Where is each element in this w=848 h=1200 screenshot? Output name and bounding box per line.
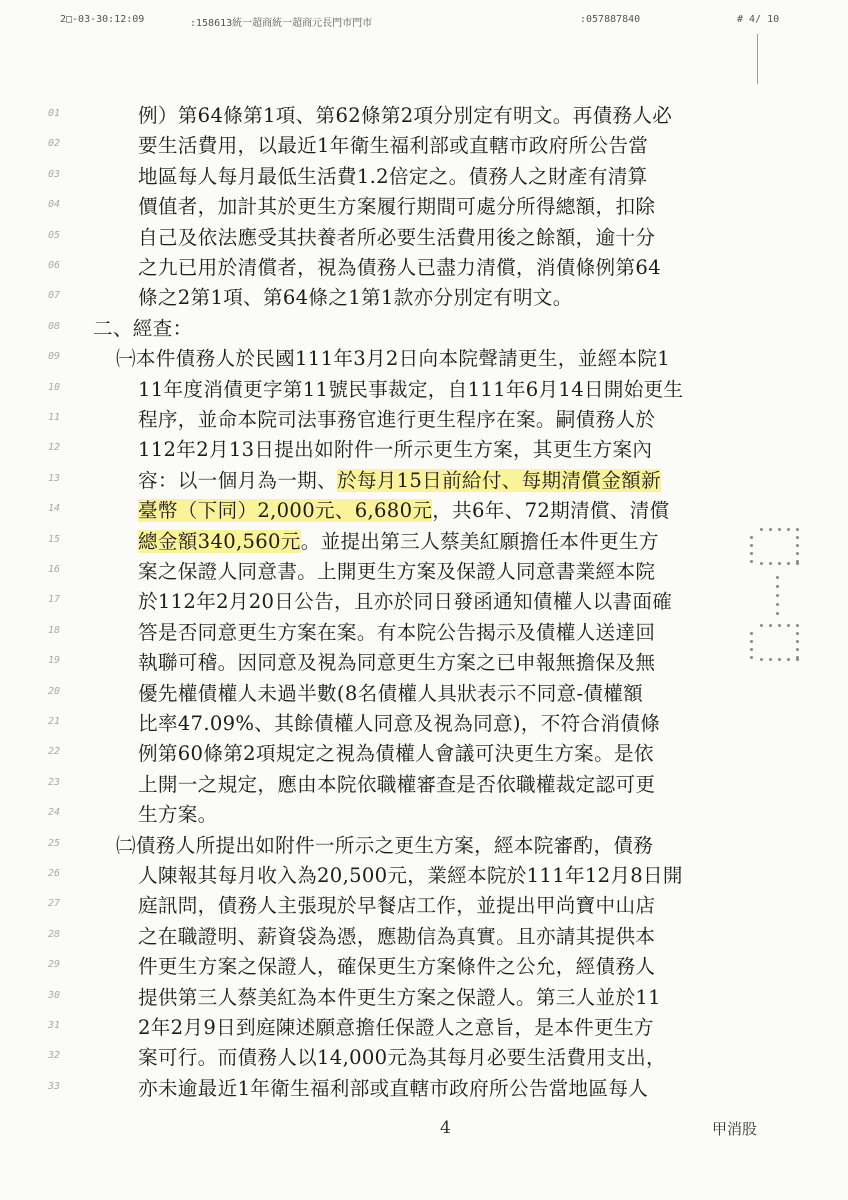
line-number: 32	[48, 1050, 61, 1062]
document-line	[0, 860, 848, 894]
perforation-dot	[760, 562, 763, 565]
document-line	[0, 130, 848, 164]
perforation-dot	[796, 648, 799, 651]
text-segment: 案之保證人同意書。上開更生方案及保證人同意書業經本院	[138, 560, 656, 583]
fax-sender: :158613統一超商統一超商元長門市門市	[190, 18, 373, 29]
highlighted-text: 總金額340,560元	[138, 529, 301, 553]
perforation-dot	[750, 648, 753, 651]
document-line	[0, 617, 848, 651]
document-line	[0, 434, 848, 468]
document-line	[0, 1012, 848, 1046]
perforation-dot	[769, 562, 772, 565]
perforation-dot	[760, 624, 763, 627]
text-segment: 於112年2月20日公告，且亦於同日發函通知債權人以書面確	[138, 590, 673, 614]
line-text	[138, 649, 655, 677]
fax-header	[0, 14, 848, 30]
line-text	[138, 680, 643, 708]
line-number: 12	[48, 442, 61, 454]
perforation-dot	[750, 544, 753, 547]
perforation-dot	[769, 658, 772, 661]
text-segment: 案可行。而債務人以14,000元為其每月必要生活費用支出，	[138, 1046, 666, 1070]
perforation-dot	[776, 603, 779, 606]
document-line	[0, 586, 848, 620]
document-line	[0, 526, 848, 560]
perforation-dot	[769, 624, 772, 627]
line-number: 11	[48, 412, 61, 423]
perforation-dot	[750, 536, 753, 539]
document-line	[0, 982, 848, 1016]
line-text	[138, 132, 648, 160]
line-text	[138, 892, 655, 920]
line-text	[138, 953, 655, 981]
line-text	[138, 801, 218, 829]
document-line	[0, 647, 848, 681]
fax-number: :057887840	[580, 14, 641, 25]
document-line	[0, 951, 848, 985]
highlighted-text: 於每月15日前給付、每期清償金額新	[336, 468, 661, 492]
line-text	[138, 771, 655, 799]
perforation-dot	[778, 658, 781, 661]
line-number: 24	[48, 807, 61, 819]
fax-date-time: 2□-03-30:12:09	[60, 14, 145, 25]
perforation-dot	[760, 658, 763, 661]
line-number: 02	[48, 138, 61, 150]
perforation-dot	[776, 594, 779, 597]
perforation-dot	[769, 528, 772, 531]
line-text	[138, 1075, 648, 1103]
line-number: 15	[48, 533, 61, 545]
perforation-dot	[796, 656, 799, 659]
document-line	[0, 222, 848, 256]
document-line	[0, 252, 848, 286]
perforation-dot	[796, 640, 799, 643]
perforation-dot	[796, 528, 799, 531]
text-segment: 之九已用於清償者，視為債務人已盡力清償，消債條例第64	[138, 256, 661, 279]
scan-artifact-line	[757, 34, 758, 84]
document-line	[0, 799, 848, 833]
line-number: 20	[48, 685, 61, 697]
line-text	[138, 740, 654, 768]
text-segment: 要生活費用，以最近1年衛生福利部或直轄市政府所公告當	[138, 134, 649, 158]
line-text	[138, 862, 683, 890]
line-text	[138, 528, 659, 556]
text-segment: 庭訊問，債務人主張現於早餐店工作，並提出甲尚寶中山店	[138, 894, 656, 918]
line-number: 09	[48, 351, 61, 363]
line-text	[138, 376, 683, 404]
perforation-dot	[778, 562, 781, 565]
line-text	[138, 619, 655, 647]
line-number: 10	[48, 381, 61, 393]
perforation-dot	[760, 528, 763, 531]
line-text	[138, 193, 655, 221]
perforation-dot	[796, 560, 799, 563]
text-segment: 提供第三人蔡美紅為本件更生方案之保證人。第三人並於11	[138, 985, 661, 1009]
text-segment: 條之2第1項、第64條之1第1款亦分別定有明文。	[138, 286, 573, 310]
line-text	[138, 406, 655, 434]
text-segment: 容：以一個月為一期、	[138, 468, 337, 492]
perforation-dot	[776, 612, 779, 615]
text-segment: 亦未逾最近1年衛生福利部或直轄市政府所公告當地區每人	[138, 1076, 649, 1100]
document-line	[0, 404, 848, 438]
perforation-dot	[796, 632, 799, 635]
text-segment: 執聯可稽。因同意及視為同意更生方案之已申報無擔保及無	[138, 651, 656, 675]
highlighted-text: 臺幣（下同）2,000元、6,680元	[138, 499, 433, 523]
line-number: 23	[48, 776, 61, 788]
line-text	[116, 345, 670, 373]
text-segment: ，共6年、72期清償、清償	[432, 499, 670, 523]
text-segment: 件更生方案之保證人，確保更生方案條件之公允，經債務人	[138, 955, 656, 979]
document-line	[0, 191, 848, 225]
document-line	[0, 465, 848, 499]
fax-page-counter: # 4/ 10	[737, 14, 780, 25]
line-text	[138, 923, 655, 951]
document-line	[0, 282, 848, 316]
document-line	[0, 769, 848, 803]
line-text	[138, 558, 655, 586]
text-segment: 答是否同意更生方案在案。有本院公告揭示及債權人送達回	[138, 620, 656, 644]
line-number: 07	[48, 290, 61, 302]
line-text	[138, 710, 660, 738]
line-text	[138, 224, 655, 252]
perforation-dot	[750, 632, 753, 635]
document-line	[0, 556, 848, 590]
text-segment: 2年2月9日到庭陳述願意擔任保證人之意旨，是本件更生方	[138, 1016, 654, 1039]
text-segment: 之在職證明、薪資袋為憑，應勘信為真實。且亦請其提供本	[138, 924, 656, 948]
perforation-dot	[796, 552, 799, 555]
document-line	[0, 313, 848, 347]
line-text	[138, 467, 661, 495]
perforation-dot	[776, 576, 779, 579]
line-number: 06	[48, 260, 61, 271]
document-line	[0, 890, 848, 924]
line-number: 01	[48, 108, 61, 119]
line-number: 04	[48, 199, 61, 211]
line-number: 14	[48, 503, 61, 515]
text-segment: ㈠本件債務人於民國111年3月2日向本院聲請更生，並經本院1	[116, 347, 671, 371]
line-number: 29	[48, 959, 61, 971]
text-segment: ㈡債務人所提出如附件一所示之更生方案，經本院審酌，債務	[116, 833, 654, 857]
line-text	[138, 254, 661, 282]
document-line	[0, 678, 848, 712]
document-line	[0, 374, 848, 408]
perforation-dot	[796, 624, 799, 627]
document-line	[0, 1073, 848, 1107]
line-number: 25	[48, 837, 61, 849]
line-number: 31	[48, 1020, 61, 1031]
line-number: 21	[48, 716, 61, 727]
text-segment: 。並提出第三人蔡美紅願擔任本件更生方	[300, 529, 659, 553]
line-text	[138, 163, 648, 191]
text-segment: 11年度消債更字第11號民事裁定，自111年6月14日開始更生	[138, 377, 684, 401]
perforation-dot	[787, 658, 790, 661]
text-segment: 上開一之規定，應由本院依職權審查是否依職權裁定認可更	[138, 772, 656, 796]
document-line	[0, 343, 848, 377]
document-line	[0, 1042, 848, 1076]
perforation-dot	[776, 585, 779, 588]
perforation-dot	[787, 562, 790, 565]
perforation-dot	[750, 640, 753, 643]
line-text	[138, 102, 672, 130]
line-text	[138, 588, 672, 616]
line-number: 28	[48, 928, 61, 940]
document-line	[0, 708, 848, 742]
line-text	[138, 1014, 654, 1042]
line-number: 03	[48, 168, 61, 180]
line-number: 13	[48, 472, 61, 484]
perforation-dot	[778, 528, 781, 531]
line-number: 27	[48, 898, 61, 910]
perforation-marks	[746, 520, 816, 670]
line-number: 22	[48, 746, 61, 758]
perforation-dot	[750, 656, 753, 659]
document-line	[0, 921, 848, 955]
line-text	[93, 315, 192, 343]
line-text	[138, 497, 669, 525]
text-segment: 二、經查：	[93, 316, 193, 340]
line-number: 30	[48, 989, 61, 1001]
text-segment: 自己及依法應受其扶養者所必要生活費用後之餘額，逾十分	[138, 225, 656, 249]
document-line	[0, 830, 848, 864]
text-segment: 比率47.09%、其餘債權人同意及視為同意)，不符合消債條	[138, 712, 661, 735]
text-segment: 價值者，加計其於更生方案履行期間可處分所得總額，扣除	[138, 195, 656, 219]
text-segment: 人陳報其每月收入為20,500元，業經本院於111年12月8日開	[138, 864, 683, 887]
line-number: 05	[48, 229, 61, 241]
document-line	[0, 738, 848, 772]
perforation-dot	[796, 536, 799, 539]
line-text	[138, 436, 652, 464]
line-number: 19	[48, 655, 61, 667]
document-line	[0, 495, 848, 529]
perforation-dot	[787, 528, 790, 531]
perforation-dot	[787, 624, 790, 627]
perforation-dot	[750, 560, 753, 563]
line-number: 17	[48, 594, 61, 606]
page-number: 4	[440, 1118, 451, 1138]
court-unit-label: 甲消股	[712, 1120, 758, 1138]
line-number: 16	[48, 564, 61, 575]
line-number: 18	[48, 624, 61, 636]
text-segment: 例）第64條第1項、第62條第2項分別定有明文。再債務人必	[138, 104, 673, 127]
line-number: 26	[48, 868, 61, 879]
text-segment: 112年2月13日提出如附件一所示更生方案，其更生方案內	[138, 438, 653, 462]
text-segment: 地區每人每月最低生活費1.2倍定之。債務人之財產有清算	[138, 164, 648, 188]
text-segment: 程序，並命本院司法事務官進行更生程序在案。嗣債務人於	[138, 408, 656, 431]
perforation-dot	[750, 552, 753, 555]
line-text	[138, 984, 661, 1012]
perforation-dot	[796, 544, 799, 547]
text-segment: 優先權債權人未過半數(8名債權人具狀表示不同意-債權額	[138, 681, 644, 705]
document-line	[0, 100, 848, 134]
document-line	[0, 161, 848, 195]
line-text	[138, 1044, 666, 1072]
text-segment: 例第60條第2項規定之視為債權人會議可決更生方案。是依	[138, 742, 654, 766]
perforation-dot	[778, 624, 781, 627]
line-number: 33	[48, 1080, 61, 1092]
line-number: 08	[48, 320, 61, 332]
line-text	[116, 832, 653, 860]
text-segment: 生方案。	[138, 803, 218, 827]
line-text	[138, 284, 573, 312]
